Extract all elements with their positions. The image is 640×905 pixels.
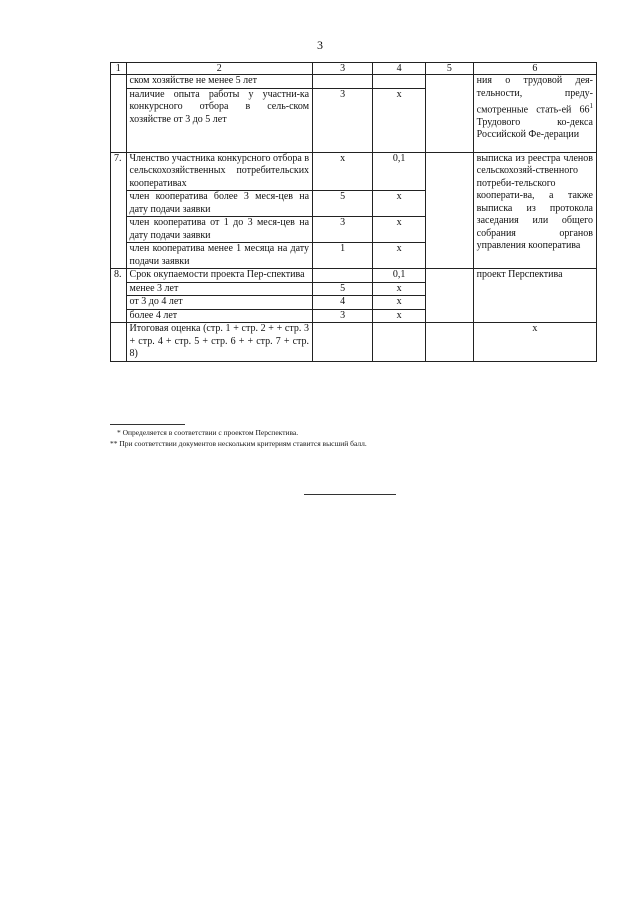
score-cell: 1: [313, 243, 373, 269]
score-cell: 3: [313, 88, 373, 152]
document-text-tail: Трудового ко-декса Российской Фе-дерации: [476, 116, 593, 141]
document-text: ния о трудовой дея-тельности, преду-смотренные стать-ей 66: [476, 75, 593, 116]
score-cell: 3: [313, 217, 373, 243]
weight-cell: x: [373, 88, 426, 152]
header-col-6: 6: [473, 63, 596, 75]
score-cell: [313, 75, 373, 89]
weight-cell: x: [373, 282, 426, 296]
criterion-cell: Членство участника конкурсного отбора в сельскохозяйственных потребительских кооперативах: [126, 152, 313, 191]
weight-cell: x: [373, 296, 426, 310]
total-label-cell: Итоговая оценка (стр. 1 + стр. 2 + + стр. 3 + стр. 4 + стр. 5 + стр. 6 + + стр. 7 + стр. 8): [126, 323, 313, 362]
end-of-document-line: [304, 494, 396, 495]
column-5-cell: [425, 152, 473, 269]
table-row: [111, 269, 597, 283]
header-col-5: 5: [425, 63, 473, 75]
document-superscript: 1: [589, 102, 593, 110]
score-cell: 5: [313, 282, 373, 296]
score-cell: 3: [313, 309, 373, 323]
row-number-cell: 8.: [111, 269, 127, 323]
criterion-cell: более 4 лет: [126, 309, 313, 323]
document-cell: x: [473, 323, 596, 362]
weight-cell: 0,1: [373, 269, 426, 283]
row-number-cell: [111, 75, 127, 153]
weight-cell: 0,1: [373, 152, 426, 191]
header-col-3: 3: [313, 63, 373, 75]
score-cell: 4: [313, 296, 373, 310]
table-row: [111, 152, 597, 191]
criterion-cell: ском хозяйстве не менее 5 лет: [126, 75, 313, 89]
row-number-cell: 7.: [111, 152, 127, 269]
weight-cell: x: [373, 191, 426, 217]
row-number-cell: [111, 323, 127, 362]
total-row: [111, 323, 597, 362]
document-cell: проект Перспектива: [473, 269, 596, 323]
header-row: [111, 63, 597, 75]
criterion-cell: член кооператива менее 1 месяца на дату подачи заявки: [126, 243, 313, 269]
header-col-4: 4: [373, 63, 426, 75]
weight-cell: x: [373, 309, 426, 323]
criterion-cell: Срок окупаемости проекта Пер-спектива: [126, 269, 313, 283]
criteria-table: [110, 62, 597, 362]
column-5-cell: [425, 269, 473, 323]
table-row: [111, 75, 597, 89]
criterion-cell: член кооператива от 1 до 3 меся-цев на дату подачи заявки: [126, 217, 313, 243]
criterion-cell: наличие опыта работы у участни-ка конкурсного отбора в сель-ском хозяйстве от 3 до 5 лет: [126, 88, 313, 152]
header-col-2: 2: [126, 63, 313, 75]
weight-cell: [373, 323, 426, 362]
footnote-1: * Определяется в соответствии с проектом Перспектива.: [117, 428, 299, 437]
column-5-cell: [425, 323, 473, 362]
criterion-cell: менее 3 лет: [126, 282, 313, 296]
weight-cell: x: [373, 243, 426, 269]
document-cell: [473, 75, 596, 153]
header-col-1: 1: [111, 63, 127, 75]
weight-cell: x: [373, 217, 426, 243]
column-5-cell: [425, 75, 473, 153]
document-cell: выписка из реестра членов сельскохозяй-ственного потреби-тельского кооперати-ва, а также выписка из протокола заседания или общего собрания органов управления кооператива: [473, 152, 596, 269]
score-cell: [313, 323, 373, 362]
criterion-cell: член кооператива более 3 меся-цев на дату подачи заявки: [126, 191, 313, 217]
footnote-separator: [110, 424, 185, 425]
score-cell: x: [313, 152, 373, 191]
score-cell: [313, 269, 373, 283]
footnote-2: ** При соответствии документов нескольким критериям ставится высший балл.: [110, 439, 367, 448]
weight-cell: [373, 75, 426, 89]
page-number: 3: [317, 38, 323, 52]
criterion-cell: от 3 до 4 лет: [126, 296, 313, 310]
score-cell: 5: [313, 191, 373, 217]
